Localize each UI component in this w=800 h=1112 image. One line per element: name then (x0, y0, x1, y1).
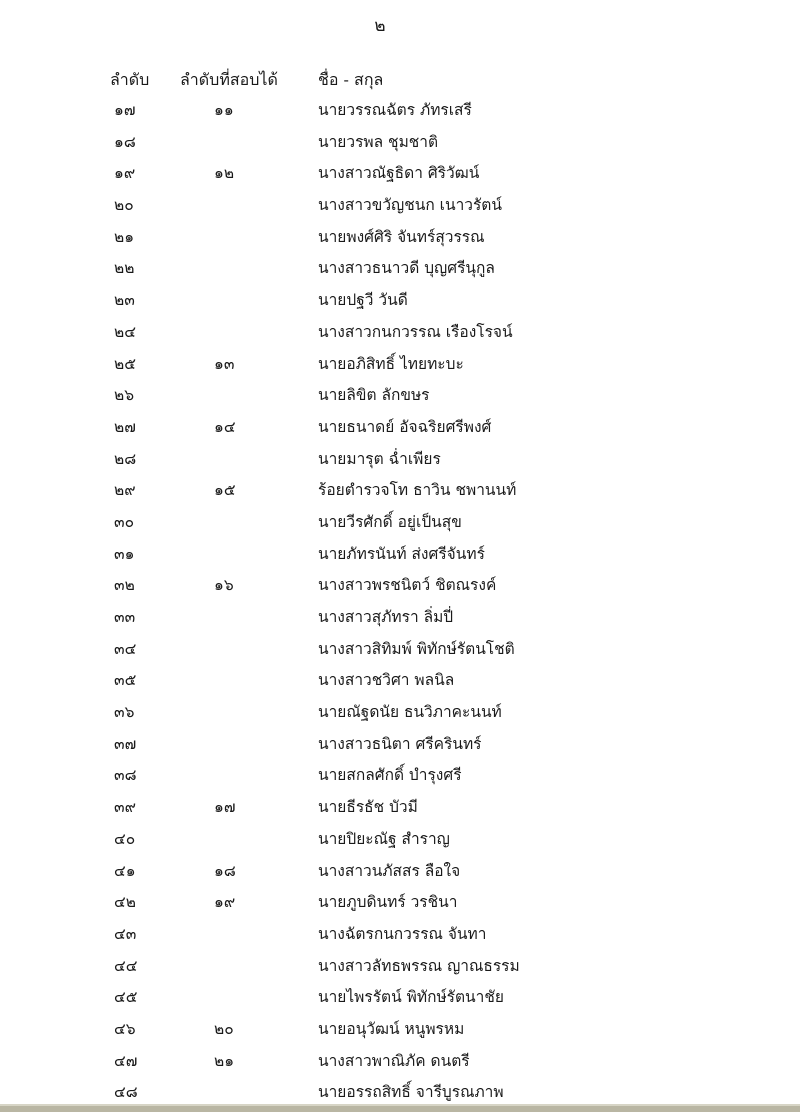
row-full-name: นางสาวขวัญชนก เนาวรัตน์ (318, 196, 502, 215)
row-sequence: ๓๒ (114, 576, 135, 595)
table-row (0, 255, 800, 287)
row-exam-rank: ๑๗ (214, 798, 236, 817)
row-full-name: นายณัฐดนัย ธนวิภาคะนนท์ (318, 703, 502, 722)
table-row (0, 604, 800, 636)
table-row (0, 129, 800, 161)
row-full-name: นางสาวพาณิภัค ดนตรี (318, 1051, 470, 1070)
table-row (0, 636, 800, 668)
table-row (0, 382, 800, 414)
table-row (0, 160, 800, 192)
row-sequence: ๒๗ (114, 417, 136, 436)
table-row (0, 667, 800, 699)
table-row (0, 889, 800, 921)
row-sequence: ๓๕ (114, 671, 137, 690)
row-sequence: ๓๙ (114, 798, 136, 817)
row-sequence: ๑๘ (114, 132, 136, 151)
row-sequence: ๔๔ (114, 956, 138, 975)
row-exam-rank: ๑๒ (214, 164, 235, 183)
table-row (0, 572, 800, 604)
row-full-name: นางสาวสิทิมพ์ พิทักษ์รัตนโชติ (318, 639, 515, 658)
row-exam-rank: ๑๘ (214, 861, 236, 880)
row-full-name: นายไพรรัตน์ พิทักษ์รัตนาชัย (318, 988, 504, 1007)
row-full-name: ร้อยตำรวจโท ธาวิน ชพานนท์ (318, 481, 517, 500)
row-exam-rank: ๑๕ (214, 481, 236, 500)
row-sequence: ๔๒ (114, 893, 136, 912)
table-row (0, 1048, 800, 1080)
row-sequence: ๓๔ (114, 639, 137, 658)
row-exam-rank: ๒๑ (214, 1051, 235, 1070)
row-sequence: ๔๐ (114, 829, 136, 848)
row-exam-rank: ๑๔ (214, 417, 236, 436)
row-full-name: นายปฐวี วันดี (318, 291, 408, 310)
row-full-name: นางสาวธนาวดี บุญศรีนุกูล (318, 259, 495, 278)
row-sequence: ๑๗ (114, 101, 136, 119)
table-row (0, 319, 800, 351)
row-exam-rank: ๑๖ (214, 576, 234, 595)
row-sequence: ๔๓ (114, 924, 137, 943)
row-sequence: ๒๙ (114, 481, 136, 500)
row-full-name: นายวรรณฉัตร ภัทรเสรี (318, 101, 472, 119)
row-full-name: นายวรพล ชุมชาติ (318, 132, 439, 151)
row-full-name: นายธนาดย์ อัจฉริยศรีพงศ์ (318, 417, 492, 436)
row-sequence: ๓๗ (114, 734, 137, 753)
row-sequence: ๒๔ (114, 322, 136, 341)
row-sequence: ๒๖ (114, 386, 135, 405)
table-row (0, 97, 800, 129)
table-row (0, 731, 800, 763)
row-full-name: นางสาวนภัสสร ลือใจ (318, 861, 461, 880)
row-sequence: ๒๒ (114, 259, 135, 278)
row-full-name: นางสาวพรชนิตว์ ชิตณรงค์ (318, 576, 497, 595)
header-exam-rank: ลำดับที่สอบได้ (180, 70, 278, 89)
row-exam-rank: ๑๙ (214, 893, 236, 912)
row-full-name: นายภูบดินทร์ วรชินา (318, 893, 458, 912)
row-full-name: นายปิยะณัฐ สำราญ (318, 829, 450, 848)
row-sequence: ๓๖ (114, 703, 135, 722)
row-sequence: ๒๓ (114, 291, 135, 310)
row-exam-rank: ๑๓ (214, 354, 235, 373)
header-sequence: ลำดับ (110, 70, 150, 89)
row-sequence: ๓๓ (114, 608, 136, 626)
row-sequence: ๔๕ (114, 988, 138, 1007)
table-header (0, 68, 800, 92)
row-exam-rank: ๒๐ (214, 1019, 234, 1038)
scan-border-highlight (0, 1104, 800, 1106)
row-full-name: นายวีรศักดิ์ อยู่เป็นสุข (318, 512, 462, 531)
row-sequence: ๔๖ (114, 1019, 136, 1038)
row-full-name: นางสาวณัฐธิดา ศิริวัฒน์ (318, 164, 480, 183)
row-sequence: ๓๘ (114, 766, 137, 785)
table-row (0, 984, 800, 1016)
row-sequence: ๑๙ (114, 164, 136, 183)
table-row (0, 224, 800, 256)
row-full-name: นายภัทรนันท์ ส่งศรีจันทร์ (318, 544, 485, 563)
row-full-name: นางสาวกนกวรรณ เรืองโรจน์ (318, 322, 513, 341)
table-row (0, 794, 800, 826)
row-sequence: ๔๗ (114, 1051, 138, 1070)
row-sequence: ๓๐ (114, 512, 135, 531)
table-row (0, 953, 800, 985)
row-full-name: นายอนุวัฒน์ หนูพรหม (318, 1019, 465, 1038)
row-sequence: ๒๐ (114, 196, 134, 215)
name-list (0, 97, 800, 1111)
row-full-name: นายพงศ์ศิริ จันทร์สุวรรณ (318, 227, 485, 246)
table-row (0, 858, 800, 890)
row-sequence: ๒๘ (114, 449, 137, 468)
table-row (0, 762, 800, 794)
table-row (0, 541, 800, 573)
table-row (0, 1016, 800, 1048)
row-full-name: นายสกลศักดิ์ บำรุงศรี (318, 766, 462, 785)
row-full-name: นางสาวลัทธพรรณ ญาณธรรม (318, 956, 520, 975)
row-full-name: นายอรรถสิทธิ์ จารีบูรณภาพ (318, 1083, 504, 1102)
table-row (0, 921, 800, 953)
table-row (0, 826, 800, 858)
row-full-name: นายลิขิต ลักขษร (318, 386, 430, 405)
row-full-name: นางสาวธนิตา ศรีครินทร์ (318, 734, 482, 753)
row-full-name: นางฉัตรกนกวรรณ จันทา (318, 924, 487, 943)
table-row (0, 351, 800, 383)
table-row (0, 414, 800, 446)
row-sequence: ๔๑ (114, 861, 136, 880)
row-exam-rank: ๑๑ (214, 101, 234, 119)
row-sequence: ๔๘ (114, 1083, 138, 1102)
header-full-name: ชื่อ - สกุล (318, 70, 384, 89)
table-row (0, 509, 800, 541)
row-sequence: ๒๕ (114, 354, 136, 373)
row-sequence: ๓๑ (114, 544, 135, 563)
table-row (0, 287, 800, 319)
table-row (0, 192, 800, 224)
row-full-name: นายธีรธัช บัวมี (318, 798, 418, 817)
row-full-name: นางสาวชวิศา พลนิล (318, 671, 455, 690)
table-row (0, 699, 800, 731)
table-row (0, 446, 800, 478)
row-full-name: นายมารุต ฉ่ำเพียร (318, 449, 441, 468)
row-full-name: นายอภิสิทธิ์ ไทยทะบะ (318, 354, 464, 373)
table-row (0, 477, 800, 509)
page-number: ๒ (374, 16, 386, 36)
row-sequence: ๒๑ (114, 227, 135, 246)
row-full-name: นางสาวสุภัทรา ลิ่มปี่ (318, 608, 454, 626)
